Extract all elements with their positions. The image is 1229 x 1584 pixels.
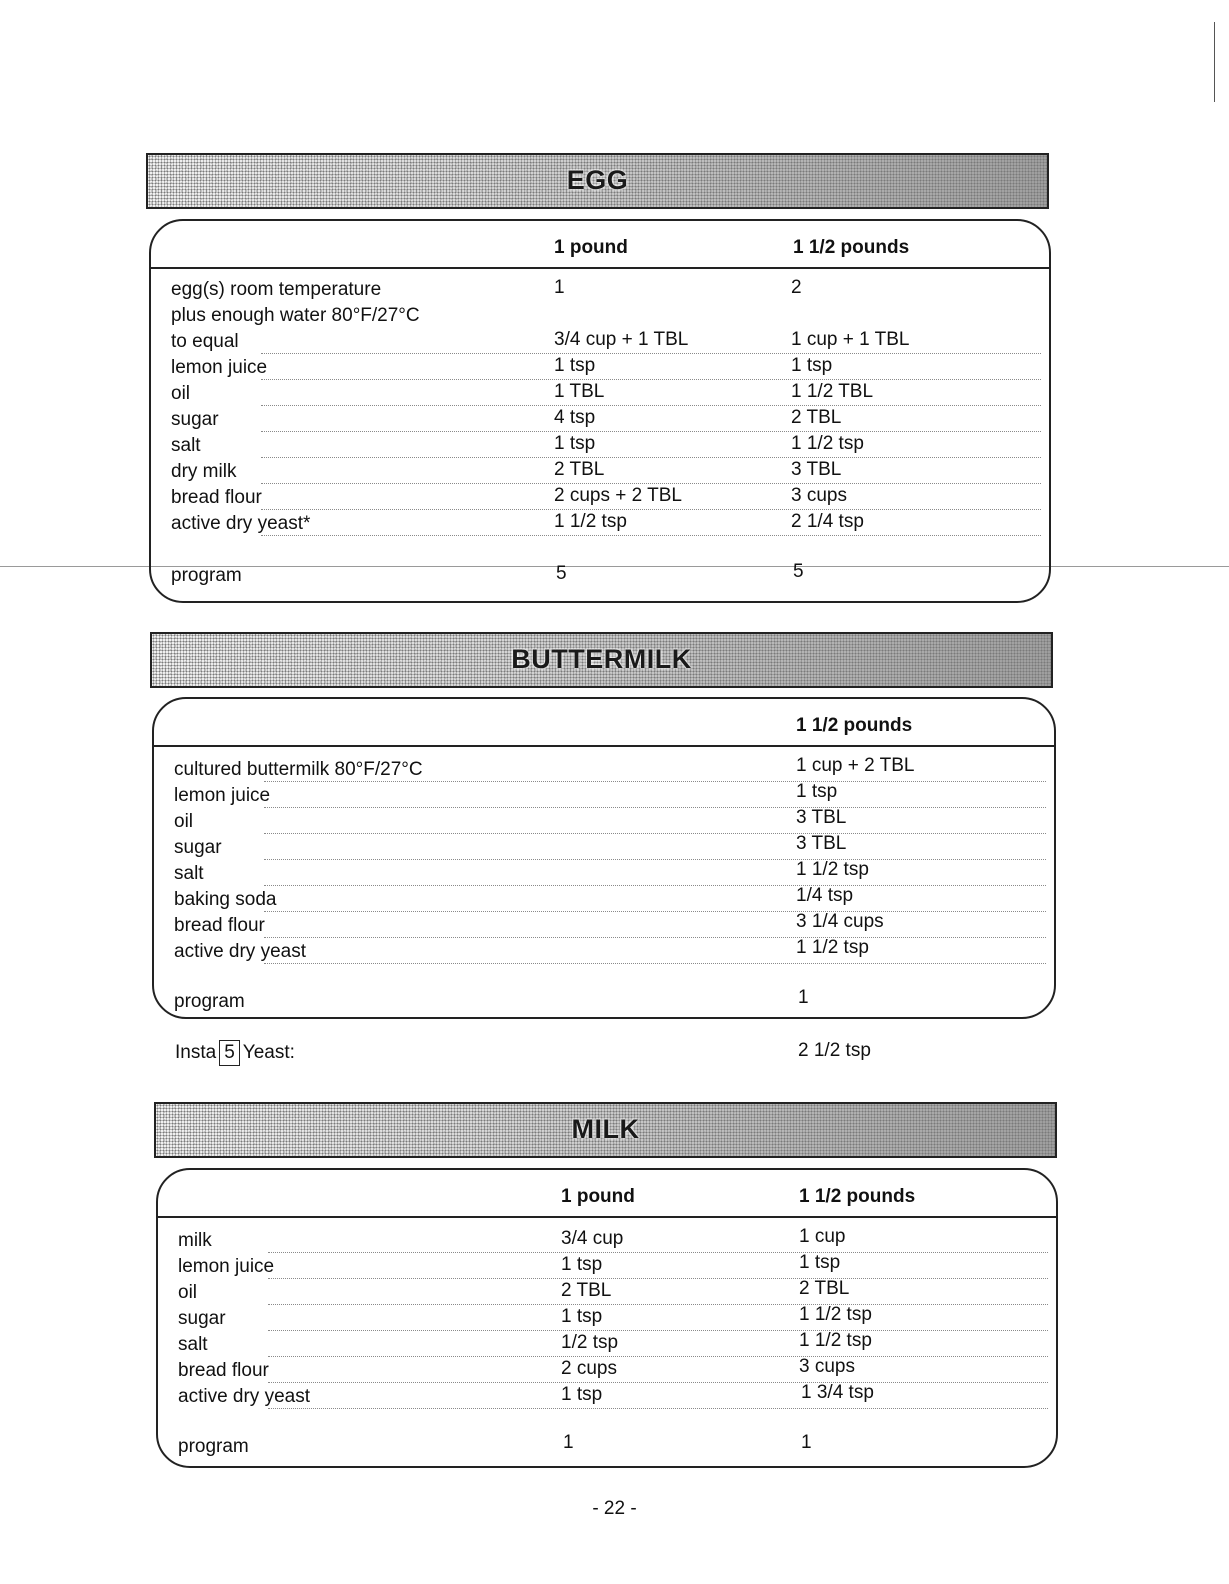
leader-dots xyxy=(264,885,1046,886)
amount-1-5-pounds: 1 1/2 tsp xyxy=(796,937,869,958)
buttermilk-title: BUTTERMILK xyxy=(511,644,692,674)
ingredient-label: sugar xyxy=(174,837,222,858)
program-1-5-pounds: 1 xyxy=(801,1432,812,1453)
amount-1-pound: 2 cups + 2 TBL xyxy=(554,485,682,506)
ingredient-label: cultured buttermilk 80°F/27°C xyxy=(174,759,423,780)
leader-dots xyxy=(268,1382,1048,1383)
amount-1-5-pounds: 1 tsp xyxy=(796,781,838,802)
buttermilk-row xyxy=(154,859,1054,889)
leader-dots xyxy=(261,379,1041,380)
milk-program-row xyxy=(158,1432,1056,1462)
program-1-5-pounds: 1 xyxy=(798,987,809,1008)
buttermilk-row xyxy=(154,833,1054,863)
milk-row xyxy=(158,1330,1056,1360)
program-label: program xyxy=(178,1436,249,1457)
milk-header-row xyxy=(158,1170,1056,1218)
egg-row xyxy=(151,383,1049,409)
milk-row xyxy=(158,1304,1056,1334)
amount-1-5-pounds: 2 xyxy=(791,277,802,298)
buttermilk-row xyxy=(154,911,1054,941)
ingredient-label: salt xyxy=(171,435,201,456)
leader-dots xyxy=(264,911,1046,912)
ingredient-label: salt xyxy=(178,1334,208,1355)
leader-dots xyxy=(268,1330,1048,1331)
buttermilk-row xyxy=(154,755,1054,785)
egg-program-row xyxy=(151,561,1049,591)
buttermilk-row xyxy=(154,781,1054,811)
buttermilk-col-1-5-pounds: 1 1/2 pounds xyxy=(796,715,913,736)
insta-number-box: 5 xyxy=(219,1040,240,1066)
amount-1-5-pounds: 2 TBL xyxy=(799,1278,850,1299)
ingredient-label: lemon juice xyxy=(174,785,271,806)
egg-row xyxy=(151,279,1049,305)
milk-row xyxy=(158,1226,1056,1256)
ingredient-label: active dry yeast xyxy=(174,941,306,962)
program-label: program xyxy=(174,991,245,1012)
amount-1-pound: 2 TBL xyxy=(561,1280,612,1301)
ingredient-label: bread flour xyxy=(174,915,265,936)
amount-1-5-pounds: 1 cup xyxy=(799,1226,846,1247)
leader-dots xyxy=(268,1252,1048,1253)
egg-row xyxy=(151,305,1049,331)
leader-dots xyxy=(261,457,1041,458)
ingredient-label: sugar xyxy=(171,409,219,430)
leader-dots xyxy=(268,1304,1048,1305)
leader-dots xyxy=(261,509,1041,510)
ingredient-label: bread flour xyxy=(178,1360,269,1381)
program-1-pound: 1 xyxy=(563,1432,574,1453)
ingredient-label: active dry yeast xyxy=(178,1386,310,1407)
amount-1-5-pounds: 1 3/4 tsp xyxy=(801,1382,874,1403)
leader-dots xyxy=(261,483,1041,484)
ingredient-label: baking soda xyxy=(174,889,277,910)
amount-1-5-pounds: 1 1/2 TBL xyxy=(791,381,874,402)
milk-banner xyxy=(154,1102,1057,1158)
amount-1-pound: 1 tsp xyxy=(561,1306,603,1327)
egg-row xyxy=(151,461,1049,487)
amount-1-5-pounds: 1 1/2 tsp xyxy=(799,1304,872,1325)
amount-1-5-pounds: 2 TBL xyxy=(791,407,842,428)
milk-col-1-pound: 1 pound xyxy=(561,1186,635,1207)
leader-dots xyxy=(264,937,1046,938)
amount-1-pound: 3/4 cup xyxy=(561,1228,624,1249)
ingredient-label: lemon juice xyxy=(178,1256,275,1277)
amount-1-5-pounds: 1 cup + 1 TBL xyxy=(791,329,910,350)
buttermilk-row xyxy=(154,885,1054,915)
amount-1-pound: 1 tsp xyxy=(561,1384,603,1405)
leader-dots xyxy=(261,535,1041,536)
milk-col-1-5-pounds: 1 1/2 pounds xyxy=(799,1186,916,1207)
leader-dots xyxy=(264,963,1046,964)
leader-dots xyxy=(268,1278,1048,1279)
amount-1-5-pounds: 1 1/2 tsp xyxy=(796,859,869,880)
egg-recipe-panel xyxy=(149,219,1051,603)
ingredient-label: lemon juice xyxy=(171,357,268,378)
amount-1-5-pounds: 3 cups xyxy=(791,485,847,506)
egg-row xyxy=(151,435,1049,461)
ingredient-label: dry milk xyxy=(171,461,237,482)
leader-dots xyxy=(261,353,1041,354)
leader-dots xyxy=(264,859,1046,860)
ingredient-label: plus enough water 80°F/27°C xyxy=(171,305,420,326)
ingredient-label: salt xyxy=(174,863,204,884)
buttermilk-banner xyxy=(150,632,1053,688)
amount-1-pound: 1 xyxy=(554,277,565,298)
amount-1-5-pounds: 1 cup + 2 TBL xyxy=(796,755,915,776)
milk-row xyxy=(158,1278,1056,1308)
egg-banner xyxy=(146,153,1049,209)
amount-1-5-pounds: 2 1/4 tsp xyxy=(791,511,864,532)
ingredient-label: oil xyxy=(171,383,191,404)
amount-1-5-pounds: 1 1/2 tsp xyxy=(791,433,864,454)
amount-1-pound: 1 TBL xyxy=(554,381,605,402)
ingredient-label: oil xyxy=(174,811,194,832)
ingredient-label: bread flour xyxy=(171,487,262,508)
amount-1-5-pounds: 1/4 tsp xyxy=(796,885,854,906)
egg-col-1-pound: 1 pound xyxy=(554,237,628,258)
egg-row xyxy=(151,331,1049,357)
leader-dots xyxy=(268,1408,1048,1409)
leader-dots xyxy=(261,431,1041,432)
egg-row xyxy=(151,409,1049,435)
leader-dots xyxy=(264,833,1046,834)
program-1-pound: 5 xyxy=(556,563,567,584)
insta-yeast-note xyxy=(175,1040,295,1066)
ingredient-label: sugar xyxy=(178,1308,226,1329)
amount-1-5-pounds: 3 cups xyxy=(799,1356,855,1377)
amount-1-5-pounds: 3 TBL xyxy=(796,807,847,828)
egg-row xyxy=(151,357,1049,383)
egg-row xyxy=(151,487,1049,513)
amount-1-5-pounds: 1 tsp xyxy=(799,1252,841,1273)
milk-row xyxy=(158,1356,1056,1386)
egg-col-1-5-pounds: 1 1/2 pounds xyxy=(793,237,910,258)
amount-1-pound: 3/4 cup + 1 TBL xyxy=(554,329,689,350)
egg-header-row xyxy=(151,221,1049,269)
leader-dots xyxy=(264,807,1046,808)
amount-1-pound: 1/2 tsp xyxy=(561,1332,619,1353)
program-1-5-pounds: 5 xyxy=(793,561,804,582)
insta-yeast-amount: 2 1/2 tsp xyxy=(798,1040,871,1061)
amount-1-pound: 4 tsp xyxy=(554,407,596,428)
amount-1-pound: 1 tsp xyxy=(554,433,596,454)
amount-1-pound: 1 1/2 tsp xyxy=(554,511,627,532)
ingredient-label: egg(s) room temperature xyxy=(171,279,382,300)
amount-1-pound: 2 TBL xyxy=(554,459,605,480)
egg-title: EGG xyxy=(566,165,629,195)
buttermilk-row xyxy=(154,937,1054,967)
milk-recipe-panel xyxy=(156,1168,1058,1468)
insta-prefix: Insta xyxy=(175,1042,217,1063)
leader-dots xyxy=(268,1356,1048,1357)
insta-suffix: Yeast: xyxy=(242,1042,295,1063)
buttermilk-recipe-panel xyxy=(152,697,1056,1019)
milk-row xyxy=(158,1252,1056,1282)
page-number: - 22 - xyxy=(592,1498,637,1519)
ingredient-label: oil xyxy=(178,1282,198,1303)
buttermilk-header-row xyxy=(154,699,1054,747)
amount-1-pound: 2 cups xyxy=(561,1358,617,1379)
program-label: program xyxy=(171,565,242,586)
egg-row xyxy=(151,513,1049,539)
milk-title: MILK xyxy=(571,1114,640,1144)
buttermilk-program-row xyxy=(154,987,1054,1017)
milk-row xyxy=(158,1382,1056,1412)
ingredient-label: to equal xyxy=(171,331,239,352)
ingredient-label: active dry yeast* xyxy=(171,513,311,534)
amount-1-5-pounds: 3 TBL xyxy=(791,459,842,480)
leader-dots xyxy=(264,781,1046,782)
amount-1-pound: 1 tsp xyxy=(554,355,596,376)
amount-1-5-pounds: 1 tsp xyxy=(791,355,833,376)
buttermilk-row xyxy=(154,807,1054,837)
amount-1-pound: 1 tsp xyxy=(561,1254,603,1275)
amount-1-5-pounds: 3 1/4 cups xyxy=(796,911,884,932)
scan-edge-mark xyxy=(1214,22,1215,102)
amount-1-5-pounds: 1 1/2 tsp xyxy=(799,1330,872,1351)
amount-1-5-pounds: 3 TBL xyxy=(796,833,847,854)
ingredient-label: milk xyxy=(178,1230,212,1251)
leader-dots xyxy=(261,405,1041,406)
